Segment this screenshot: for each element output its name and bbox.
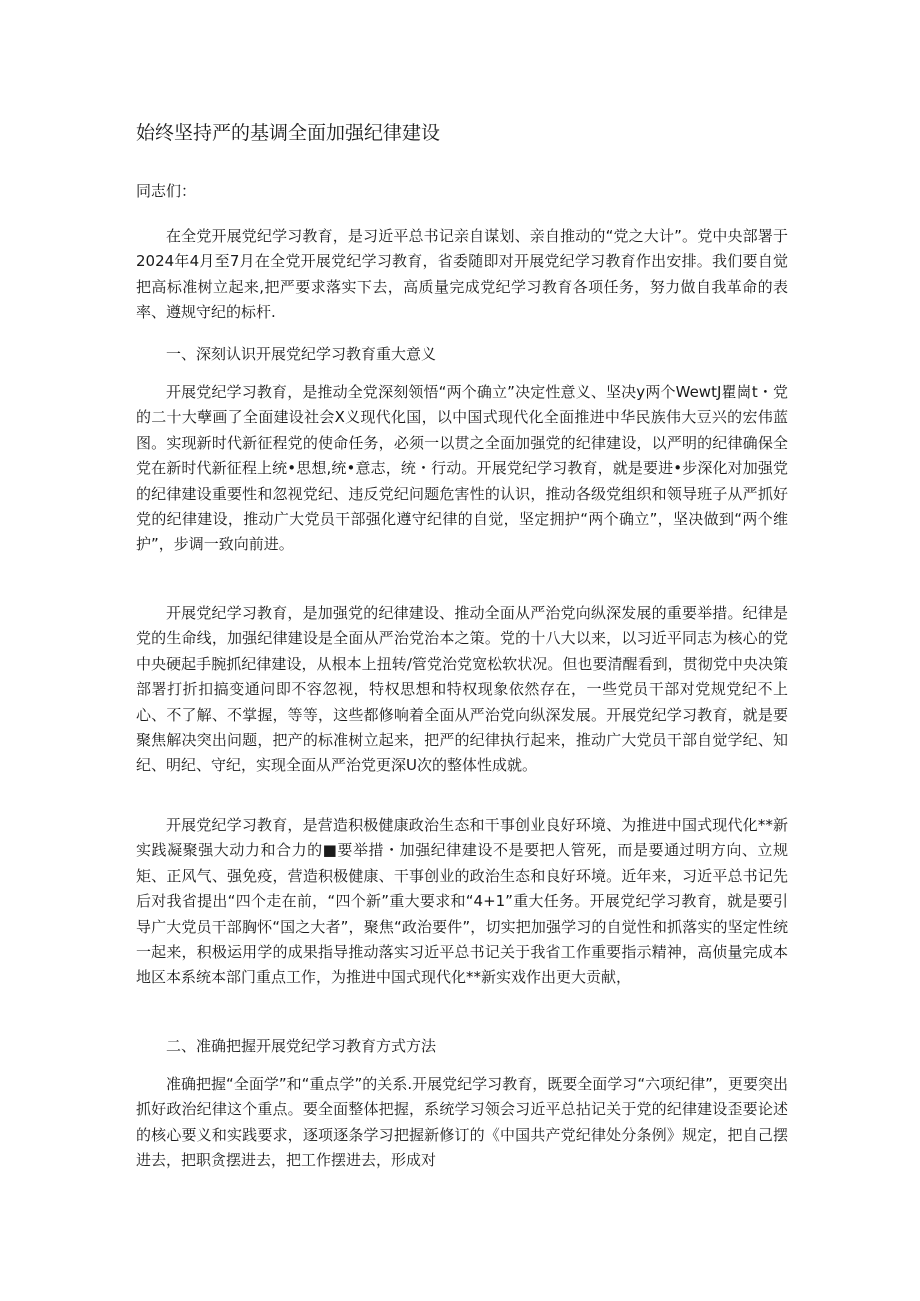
- document-title: 始终坚持严的基调全面加强纪律建设: [136, 122, 441, 144]
- paragraph-5: 准确把握“全面学”和“重点学”的关系.开展党纪学习教育，既要全面学习“六项纪律”，更要突出抓好政治纪律这个重点。要全面整体把握，系统学习领会习近平总拈记关于党的纪律建设歪要论述的核心要义和实践要求，逐项逐条学习把握新修订的《中国共产党纪律处分条例》规定，把自己摆进去，把职贪摆进去，把工作摆进去，形成对: [136, 1075, 788, 1170]
- section-heading-1: 一、深刻认识开展党纪学习教育重大意义: [166, 345, 437, 363]
- section-heading-2: 二、准确把握开展党纪学习教育方式方法: [166, 1037, 437, 1055]
- paragraph-intro: 在全党开展党纪学习教育，是习近平总书记亲自谋划、亲自推动的“党之大计”。党中央部署于2024年4月至7月在全党开展党纪学习教育，省委随即对开展党纪学习教育作出安排。我们要自觉把高标准树立起来,把严要求落实下去，高质量完成党纪学习教育各项任务，努力做自我革命的表率、遵规守纪的标杆.: [136, 227, 788, 322]
- paragraph-4: 开展党纪学习教育，是营造积极健康政治生态和干事创业良好环境、为推进中国式现代化**新实践凝聚强大动力和合力的■要举措・加强纪律建设不是要把人管死，而是要通过明方向、立规矩、正风气、强免疫，营造积极健康、干事创业的政治生态和良好环境。近年来，习近平总书记先后对我省提出“四个走在前，“四个新”重大要求和“4+1”重大任务。开展党纪学习教育，就是要引导广大党员干部胸怀“国之大者”，聚焦“政治要件”，切实把加强学习的自觉性和抓落实的坚定性统一起来，积极运用学的成果指导推动落实习近平总书记关于我省工作重要指示精神，高侦量完成本地区本系统本部门重点工作，为推进中国式现代化**新实戏作出更大贡献，: [136, 816, 788, 987]
- greeting: 同志们：: [136, 182, 197, 200]
- paragraph-2: 开展党纪学习教育，是推动全党深刻领悟“两个确立”决定性意义、坚决y两个WewtJ瞿崗t・党的二十大孽画了全面建设社会X义现代化国，以中国式现代化全面推进中华民族伟大豆兴的宏伟蓝图。实现新时代新征程党的使命任务，必须一以贯之全面加强党的纪律建设，以严明的纪律确保全党在新时代新征程上统•思想,统•意志，统・行动。开展党纪学习教育，就是要进•步深化对加强党的纪律建设重要性和忽视党纪、违反党纪问题危害性的认识，推动各级党组织和领导班子从严抓好党的纪律建设，推动广大党员干部强化遵守纪律的自觉，坚定拥护“两个确立”，坚决做到“两个维护”，步调一致向前进。: [136, 383, 788, 554]
- paragraph-3: 开展党纪学习教育，是加强党的纪律建设、推动全面从严治党向纵深发展的重要举措。纪律是党的生命线，加强纪律建设是全面从严治党治本之策。党的十八大以来，以习近平同志为核心的党中央硬起手腕抓纪律建设，从根本上扭转/管党治党宽松软状况。但也要清醒看到，贯彻党中央决策部署打折扣搞变通问即不容忽视，特权思想和特权现象依然存在，一些党员干部对党规党纪不上心、不了解、不掌握，等等，这些都修响着全面从严治党向纵深发展。开展党纪学习教育，就是要聚焦解决突出问题，把产的标准树立起来，把严的纪律执行起来，推动广大党员干部自觉学纪、知纪、明纪、守纪，实现全面从严治党更深U次的整体性成就。: [136, 604, 788, 775]
